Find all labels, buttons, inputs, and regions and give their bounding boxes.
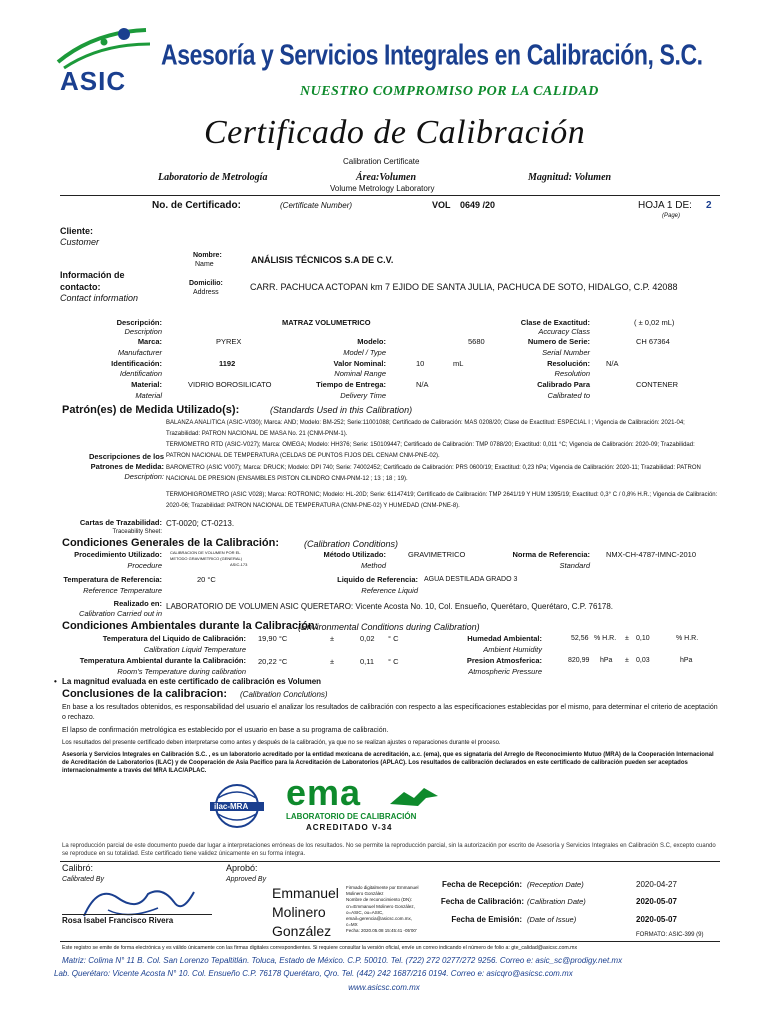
approved-label-en: Approved By (226, 876, 267, 883)
company-name: Asesoría y Servicios Integrales en Calibración, S.C. (161, 38, 703, 71)
client-name-value: ANÁLISIS TÉCNICOS S.A DE C.V. (251, 255, 394, 265)
traceability-value: CT-0020; CT-0213. (166, 519, 235, 528)
cert-number-label-en: (Certificate Number) (280, 201, 353, 210)
contact-label-1: Información de (60, 270, 125, 280)
footer-note: Este registro se emite de forma electrónica y es válido únicamente con las firmas digitales correspondientes. Si requiere consultar la versión oficial, envíe un correo indicando el número de folio a: gte_calidad@asicsc.com.mx (62, 945, 578, 951)
area-label: Área:Volumen (356, 172, 417, 183)
footer-line-1: Matriz: Colima N° 11 B. Col. San Lorenzo Tepaltitlán. Toluca, Estado de México. C.P. 50010. Tel. (722) 272 0277/272 9256. Correo e: asic_sc@prodigy.net.mx (62, 956, 623, 965)
calibrated-label: Calibró: (62, 863, 94, 873)
serial-label: Numero de Serie: (527, 337, 590, 346)
liquid-temp-label: Temperatura del Liquido de Calibración: (102, 634, 246, 643)
standards-desc-label-2: Patrones de Medida: (90, 462, 164, 471)
class-label-en: Accuracy Class (538, 327, 590, 336)
calibration-date-value: 2020-05-07 (636, 897, 677, 906)
pressure-unc: 0,03 (636, 657, 650, 664)
nominal-label: Valor Nominal: (333, 359, 386, 368)
calib-to-label-en: Calibrated to (547, 391, 590, 400)
material-label-en: Material (135, 391, 162, 400)
model-value: 5680 (468, 337, 485, 346)
brand-value: PYREX (216, 337, 242, 346)
footer-website[interactable]: www.asicsc.com.mx (348, 983, 420, 992)
name-label-en: Name (195, 261, 214, 268)
ilac-mra-text: ilac-MRA (214, 802, 249, 811)
conditions-heading: Condiciones Generales de la Calibración: (62, 537, 280, 549)
asic-logo (54, 22, 154, 94)
address-label: Domicilio: (189, 280, 223, 287)
liquid-temp-unc-unit: ° C (388, 634, 399, 643)
brand-label-en: Manufacturer (117, 348, 162, 357)
client-label: Cliente: (60, 226, 94, 236)
conclusion-paragraph: El lapso de confirmación metrológica es establecido por el usuario en base a su programa de calibración. (62, 727, 389, 734)
sheet-label-en: (Page) (662, 213, 681, 219)
issue-date-value: 2020-05-07 (636, 915, 677, 924)
digital-signature-line: o=ASIC, ou=ASIC, (346, 909, 384, 915)
humidity-unit: % H.R. (594, 635, 617, 642)
liquid-temp-label-en: Calibration Liquid Temperature (143, 645, 246, 654)
desc-value: MATRAZ VOLUMETRICO (282, 318, 371, 327)
humidity-label-en: Ambient Humidity (483, 645, 542, 654)
procedure-value-line: CALIBRACION DE VOLUMEN POR EL (170, 550, 241, 555)
serial-value: CH 67364 (636, 337, 670, 346)
model-label-en: Model / Type (343, 348, 386, 357)
standard-ref-label: Norma de Referencia: (512, 550, 590, 559)
brand-label: Marca: (137, 337, 162, 346)
client-label-en: Customer (60, 237, 100, 247)
material-label: Material: (131, 380, 162, 389)
received-label: Fecha de Recepción: (441, 880, 522, 889)
ref-liquid-value: AGUA DESTILADA GRADO 3 (424, 576, 518, 583)
received-value: 2020-04-27 (636, 880, 677, 889)
ema-text: ema (286, 772, 362, 813)
room-temp-label-en: Room's Temperature during calibration (117, 667, 246, 676)
delivery-label-en: Delivery Time (340, 391, 386, 400)
desc-label: Descripción: (116, 318, 162, 327)
calib-to-label: Calibrado Para (537, 380, 590, 389)
reproduction-disclaimer: La reproducción parcial de este documento puede dar lugar a interpretaciones erróneas de los resultados. No se permite la reproducción parcial, sin la autorización por escrito de Asesoría y Servicios Integrales en Calibración S.C, excepto cuando se reproduce en su totalidad. Este certificado tiene validez únicamente en su forma íntegra. (62, 843, 716, 857)
environment-heading: Condiciones Ambientales durante la Calibración: (62, 620, 319, 632)
conclusions-heading: Conclusiones de la calibracion: (62, 688, 228, 700)
digital-signature-line: email=gerencia@asicsc.com.mx, (346, 916, 412, 922)
standard-ref-label-en: Standard (559, 561, 590, 570)
class-label: Clase de Exactitud: (520, 318, 590, 327)
issue-date-label-en: (Date of Issue) (527, 915, 577, 924)
method-label: Método Utilizado: (323, 550, 386, 559)
pressure-value: 820,99 (568, 657, 590, 664)
humidity-label: Humedad Ambiental: (467, 634, 542, 643)
room-temp-label: Temperatura Ambiental durante la Calibración: (79, 656, 246, 665)
format-label: FORMATO: ASIC-399 (9) (636, 932, 704, 938)
standards-heading: Patrón(es) de Medida Utilizado(s): (62, 404, 240, 416)
procedure-label: Procedimiento Utilizado: (74, 550, 162, 559)
digital-signature-line: Molinero González (346, 891, 384, 897)
standard-ref-value: NMX-CH-4787-IMNC-2010 (606, 550, 697, 559)
standards-heading-en: (Standards Used in this Calibration) (270, 405, 413, 415)
room-temp-pm: ± (330, 657, 335, 666)
approved-signature (272, 884, 339, 941)
ref-temp-value: 20 °C (197, 575, 216, 584)
digital-signature-line: Fecha: 2020.05.08 15:45:41 -05'00' (346, 928, 417, 934)
issue-date-label: Fecha de Emisión: (451, 915, 522, 924)
ema-logo (286, 772, 446, 836)
digital-signature-line: c=MX (346, 922, 358, 928)
pressure-unit: hPa (600, 657, 613, 664)
calibration-date-label-en: (Calibration Date) (527, 897, 586, 906)
performed-value: LABORATORIO DE VOLUMEN ASIC QUERETARO: Vicente Acosta No. 10, Col. Ensueño, Querétaro, Querétaro, C.P. 76178. (166, 602, 614, 611)
model-label: Modelo: (357, 337, 386, 346)
humidity-pm: ± (625, 635, 629, 642)
class-value: ( ± 0,02 mL) (634, 318, 675, 327)
delivery-label: Tiempo de Entrega: (316, 380, 386, 389)
lab-label: Laboratorio de Metrología (158, 172, 268, 183)
ref-liquid-label: Liquido de Referencia: (337, 575, 418, 584)
serial-label-en: Serial Number (542, 348, 590, 357)
eagle-icon (390, 786, 438, 808)
approved-label: Aprobó: (226, 863, 258, 873)
liquid-temp-unc: 0,02 (360, 634, 375, 643)
desc-label-en: Description (124, 327, 162, 336)
standards-desc-label-en: Description: (124, 472, 164, 481)
company-motto: NUESTRO COMPROMISO POR LA CALIDAD (300, 84, 599, 99)
method-label-en: Method (360, 561, 386, 570)
room-temp-unc-unit: ° C (388, 657, 399, 666)
address-value: CARR. PACHUCA ACTOPAN km 7 EJIDO DE SANTA JULIA, PACHUCA DE SOTO, HIDALGO, C.P. 42088 (250, 282, 678, 292)
approved-signature-line: Molinero (272, 904, 326, 920)
conclusions-heading-en: (Calibration Conclutions) (240, 690, 328, 699)
performed-label: Realizado en: (113, 599, 162, 608)
received-label-en: (Reception Date) (527, 880, 584, 889)
digital-signature-details (346, 885, 419, 935)
pressure-pm: ± (625, 657, 629, 664)
contact-label-2: contacto: (60, 282, 101, 292)
magnitude-note: La magnitud evaluada en este certificado de calibración es Volumen (62, 677, 322, 686)
lab-subtitle: Volume Metrology Laboratory (330, 184, 435, 193)
standards-desc-label-1: Descripciones de los (88, 452, 164, 461)
address-label-en: Address (193, 289, 219, 296)
ilac-mra-logo (206, 782, 268, 830)
digital-signature-line: Firmado digitalmente por Emmanuel (346, 885, 419, 890)
ema-id: ACREDITADO V-34 (306, 823, 393, 832)
calib-to-value: CONTENER (636, 380, 679, 389)
traceability-label: Cartas de Trazabilidad: (79, 518, 162, 527)
calibrated-label-en: Calibrated By (62, 876, 105, 883)
certificate-title: Certificado de Calibración (204, 114, 586, 151)
id-label-en: Identification (119, 369, 162, 378)
ema-sub: LABORATORIO DE CALIBRACIÓN (286, 812, 417, 821)
accreditation-paragraph: Asesoría y Servicios Integrales en Calibración S.C. , es un laboratorio acreditado por la entidad mexicana de acreditación, a.c. (ema), que es signataria del Arreglo de Reconocimiento Mutuo (MRA) de la Cooperación Internacional de Acreditación de Laboratorios (ILAC) y de Cooperación de Asia Pacifico para la Acreditación de Laboratorios (APLAC). Los resultados de calibración declarados en este certificado de calibración pueden ser aceptados internacionalmente a través del MRA ILAC/APLAC. (62, 752, 714, 774)
id-value: 1192 (219, 359, 236, 368)
name-label: Nombre: (193, 252, 222, 259)
traceability-label-en: Traceability Sheet: (112, 529, 162, 535)
ref-temp-label: Temperatura de Referencia: (63, 575, 162, 584)
procedure-label-en: Procedure (127, 561, 162, 570)
calibration-date-label: Fecha de Calibración: (440, 897, 524, 906)
conclusion-paragraph: Los resultados del presente certificado deben interpretarse como antes y después de la calibración, ya que no se realizan ajustes o reparaciones durante el proceso. (62, 740, 501, 746)
digital-signature-line: cn=Emmanuel Molinero González, (346, 903, 415, 909)
cert-number-label: No. de Certificado: (152, 200, 241, 211)
sheet-label: HOJA 1 DE: (638, 200, 692, 211)
environment-heading-en: (Environmental Conditions during Calibration) (298, 622, 480, 632)
footer-divider (60, 941, 720, 942)
conditions-heading-en: (Calibration Conditions) (304, 539, 399, 549)
method-value: GRAVIMETRICO (408, 550, 466, 559)
liquid-temp-pm: ± (330, 634, 335, 643)
standard-item: BAROMETRO (ASIC V007); Marca: DRUCK; Modelo: DPI 740; Serie: 74002452; Certificado de Calibración: PRS 0600/19; Exactitud: 0,23 hPa; Vigencia de Calibración: 2020-11; Trazabilidad: PATRON NACIONAL DE PRESION (ENSAMBLES PISTON CILINDRO CNM-PNM-12 ; 13 ; 18 ; 19). (166, 465, 701, 482)
nominal-value: 10 (416, 359, 425, 368)
room-temp-unc: 0,11 (360, 657, 375, 666)
digital-signature-line: Nombre de reconocimiento (DN): (346, 897, 413, 903)
certificate-subtitle: Calibration Certificate (343, 157, 420, 166)
magnitude-note-bullet: • (54, 677, 57, 686)
ref-liquid-label-en: Reference Liquid (361, 586, 418, 595)
pressure-label-en: Atmospheric Pressure (468, 667, 542, 676)
cert-number-value: 0649 /20 (460, 200, 496, 210)
contact-label-en: Contact information (60, 293, 139, 303)
id-label: Identificación: (111, 359, 162, 368)
asic-logo-text: ASIC (60, 66, 127, 96)
performed-label-en: Calibration Carried out in (79, 609, 162, 618)
conclusion-paragraph: En base a los resultados obtenidos, es responsabilidad del usuario el analizar los resultados de calibración con respecto a las especificaciones establecidas por el mismo, para determinar el criterio de aceptación o rechazo. (62, 704, 718, 721)
humidity-unc: 0,10 (636, 635, 650, 642)
pressure-unc-unit: hPa (680, 657, 693, 664)
approved-signature-line: Emmanuel (272, 885, 339, 901)
sheet-total: 2 (706, 200, 712, 211)
nominal-unit: mL (453, 359, 464, 368)
resolution-label: Resolución: (547, 359, 590, 368)
pressure-label: Presion Atmosferica: (466, 656, 542, 665)
footer-line-2: Lab. Querétaro: Vicente Acosta N° 10. Col. Ensueño C.P. 76178 Querétaro, Qro. Tel. (442) 242 1687/216 0194. Correo e: asicqro@asicsc.com.mx (54, 969, 573, 978)
nominal-label-en: Nominal Range (334, 369, 386, 378)
humidity-unc-unit: % H.R. (676, 635, 699, 642)
signatures-divider (60, 861, 720, 862)
title-divider (60, 195, 720, 196)
resolution-value: N/A (606, 359, 619, 368)
procedure-value (170, 550, 247, 568)
material-value: VIDRIO BOROSILICATO (188, 380, 272, 389)
room-temp-value: 20,22 °C (258, 657, 288, 666)
resolution-label-en: Resolution (554, 369, 590, 378)
humidity-value: 52,56 (571, 635, 589, 642)
liquid-temp-value: 19,90 °C (258, 634, 288, 643)
magnitude-label: Magnitud: Volumen (528, 172, 612, 183)
procedure-value-line: ASIC-173 (230, 562, 248, 567)
cert-vol-label: VOL (432, 200, 451, 210)
procedure-value-line: METODO GRAVIMETRICO (GENERAL) (170, 556, 243, 561)
ref-temp-label-en: Reference Temperature (83, 586, 162, 595)
calibrated-signature-line (62, 914, 212, 915)
standard-item: BALANZA ANALITICA (ASIC-V030); Marca: AND; Modelo: BM-252; Serie:11001088; Certificado de Calibración: MAS 0208/20; Clase de Exactitud: ESPECIAL I ; Vigencia de Calibración: 2021-04; Trazabilidad: PATRON NACIONAL DE MASA No. 21 (CNM-PNM-1). (166, 420, 685, 437)
approved-signature-line: González (272, 923, 332, 939)
standard-item: TERMOMETRO RTD (ASIC-V027); Marca: OMEGA; Modelo: HH376; Serie: 150109447; Certificado de Calibración: TMP 0788/20; Exactitud: 0,011 °C; Vigencia de Calibración: 2020-09; Trazabilidad: PATRON NACIONAL DE TEMPERATURA (CELDAS DE PUNTOS FIJOS DEL CENAM CNM-PNE-02). (166, 442, 695, 459)
delivery-value: N/A (416, 380, 429, 389)
calibrated-name: Rosa Isabel Francisco Rivera (62, 916, 174, 925)
standard-item: TERMOHIGROMETRO (ASIC V028); Marca: ROTRONIC; Modelo: HL-20D; Serie: 61147419; Certificado de Calibración: TMP 2641/19 Y HUM 1395/19; Exactitud: 0,3° C / 0,8% H.R.; Vigencia de Calibración: 2020-06; Trazabilidad: PATRON NACIONAL DE TEMPERATURA (CNM-PNE-02) Y HUMEDAD (CNM-PNE-8). (166, 492, 718, 509)
